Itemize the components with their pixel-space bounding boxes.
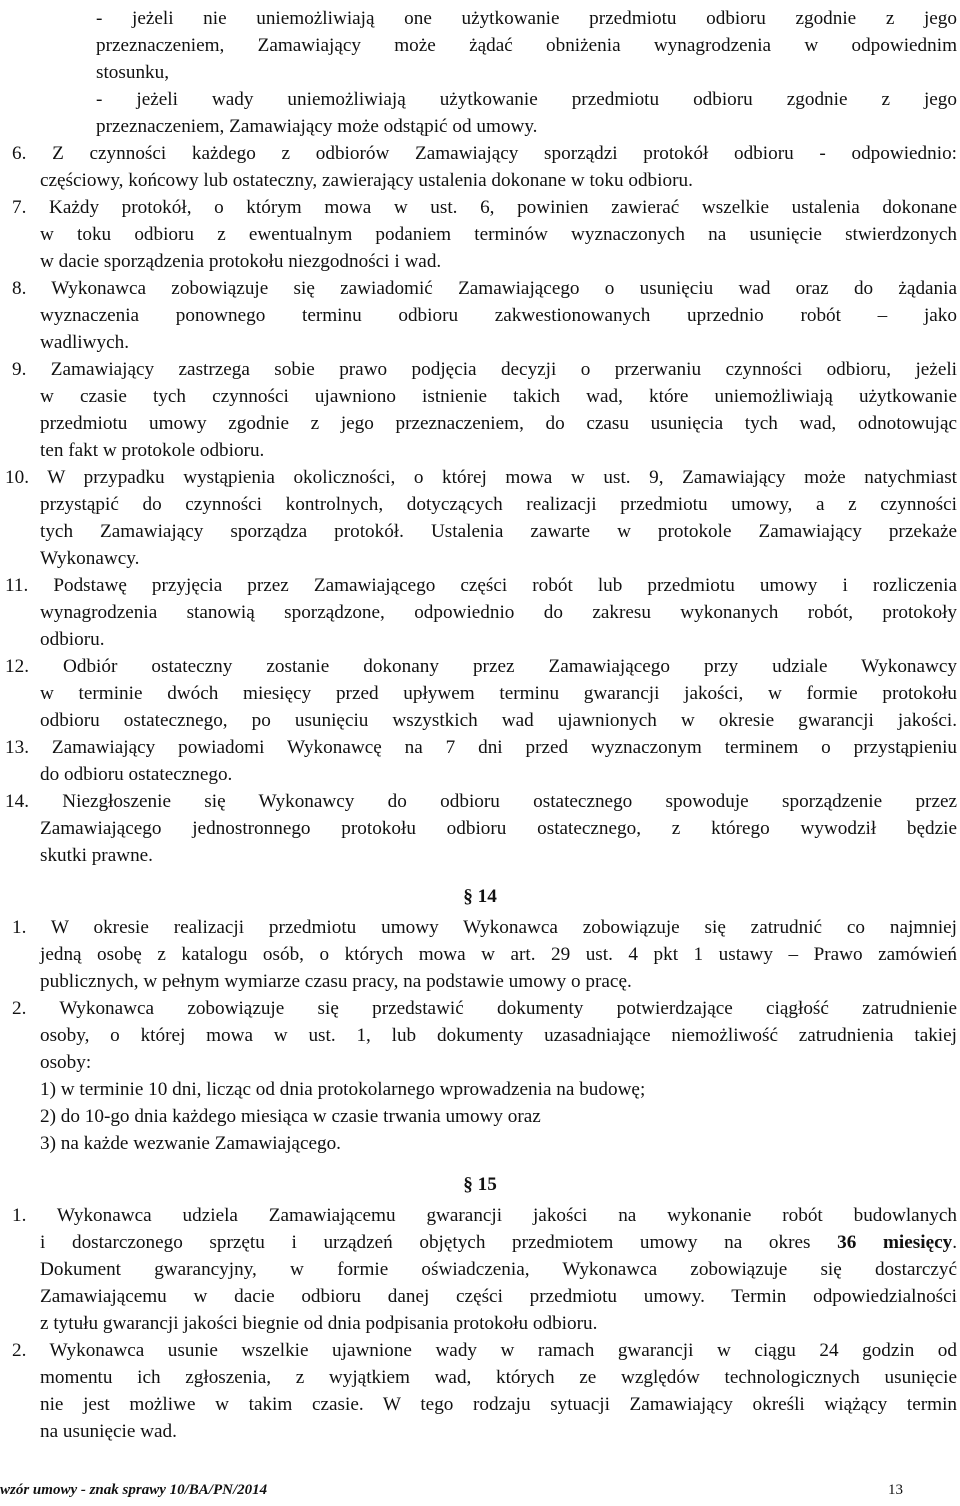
- text-line: [96, 6, 957, 32]
- text-line-content: osoby, o której mowa w ust. 1, lub dokumenty uzasadniające niemożliwość zatrudnienia takiej: [40, 1025, 957, 1046]
- text-line-content: - jeżeli nie uniemożliwiają one użytkowanie przedmiotu odbioru zgodnie z jego: [96, 8, 957, 29]
- text-line: [40, 1131, 957, 1157]
- text-line-content: Zamawiającego jednostronnego protokołu odbioru ostatecznego, z którego wywodził będzie: [40, 818, 957, 839]
- text-line: [40, 1023, 957, 1049]
- text-line: [12, 357, 957, 383]
- section-heading: § 15: [463, 1174, 497, 1195]
- text-line-content: momentu ich zgłoszenia, z wyjątkiem wad, których ze względów technologicznych usunięcie: [40, 1367, 957, 1388]
- text-line: [5, 654, 957, 680]
- text-line: [40, 303, 957, 329]
- text-line: [40, 249, 957, 275]
- text-line: [12, 276, 957, 302]
- text-line: [40, 438, 957, 464]
- text-line-content: wynagrodzenia stanowią sporządzone, odpowiednio do zakresu wykonanych robót, protokoły: [40, 602, 957, 623]
- footer-page-number: 13: [888, 1482, 903, 1498]
- text-line-content: wyznaczenia ponownego terminu odbioru zakwestionowanych uprzednio robót – jako: [40, 305, 957, 326]
- text-line-content: 14. Niezgłoszenie się Wykonawcy do odbioru ostatecznego spowoduje sporządzenie przez: [5, 791, 957, 812]
- text-line-content: 8. Wykonawca zobowiązuje się zawiadomić Zamawiającego o usunięciu wad oraz do żądania: [12, 278, 957, 299]
- text-line: [40, 843, 957, 869]
- text-line-content: jedną osobę z katalogu osób, o których mowa w art. 29 ust. 4 pkt 1 ustawy – Prawo zamówień: [40, 944, 957, 965]
- text-line: [40, 627, 957, 653]
- text-line-content: 1) w terminie 10 dni, licząc od dnia protokolarnego wprowadzenia na budowę;: [40, 1079, 646, 1100]
- text-line: [40, 1104, 957, 1130]
- text-line: [12, 1338, 957, 1364]
- text-line-content: w terminie dwóch miesięcy przed upływem terminu gwarancji jakości, w formie protokołu: [40, 683, 957, 704]
- text-line: [40, 519, 957, 545]
- footer-document-reference: wzór umowy - znak sprawy 10/BA/PN/2014: [0, 1482, 268, 1498]
- text-line: [5, 789, 957, 815]
- text-line-content: Zamawiającemu w dacie odbioru danej części przedmiotu umowy. Termin odpowiedzialności: [40, 1286, 957, 1307]
- text-line: [12, 141, 957, 167]
- text-line-content: w toku odbioru z ewentualnym podaniem terminów wyznaczonych na usunięcie stwierdzonych: [40, 224, 957, 245]
- text-line: [96, 114, 957, 140]
- text-line-content: na usunięcie wad.: [40, 1421, 177, 1442]
- text-line-content: częściowy, końcowy lub ostateczny, zawierający ustalenia dokonane w toku odbioru.: [40, 170, 693, 191]
- text-line: [40, 492, 957, 518]
- text-line-content: wadliwych.: [40, 332, 129, 353]
- text-line-content: 12. Odbiór ostateczny zostanie dokonany przez Zamawiającego przy udziale Wykonawcy: [5, 656, 957, 677]
- text-line-content: 7. Każdy protokół, o którym mowa w ust. 6, powinien zawierać wszelkie ustalenia dokonane: [12, 197, 957, 218]
- text-line: [12, 996, 957, 1022]
- text-line: [5, 735, 957, 761]
- text-line-content: przeznaczeniem, Zamawiający może żądać obniżenia wynagrodzenia w odpowiednim: [96, 35, 957, 56]
- text-line: [40, 222, 957, 248]
- text-line-content: Dokument gwarancyjny, w formie oświadczenia, Wykonawca zobowiązuje się dostarczyć: [40, 1259, 957, 1280]
- text-line-content: przystąpić do czynności kontrolnych, dotyczących realizacji przedmiotu umowy, a z czynności: [40, 494, 957, 515]
- text-line: [12, 1203, 957, 1229]
- text-line-content: odbioru ostatecznego, po usunięciu wszystkich wad ujawnionych w okresie gwarancji jakości.: [40, 710, 957, 731]
- text-line-content: 6. Z czynności każdego z odbiorów Zamawiający sporządzi protokół odbioru - odpowiednio:: [12, 143, 957, 164]
- text-line-content: 13. Zamawiający powiadomi Wykonawcę na 7 dni przed wyznaczonym terminem o przystąpieniu: [5, 737, 957, 758]
- text-line-content: i dostarczonego sprzętu i urządzeń objętych przedmiotem umowy na okres: [40, 1232, 838, 1253]
- text-line-content: 10. W przypadku wystąpienia okoliczności, o której mowa w ust. 9, Zamawiający może natychmiast: [5, 467, 957, 488]
- text-line: [96, 87, 957, 113]
- text-line-content: 9. Zamawiający zastrzega sobie prawo podjęcia decyzji o przerwaniu czynności odbioru, jeżeli: [12, 359, 957, 380]
- text-line-content: 2. Wykonawca zobowiązuje się przedstawić dokumenty potwierdzające ciągłość zatrudnienie: [12, 998, 957, 1019]
- text-line: [40, 600, 957, 626]
- text-line: [40, 1311, 957, 1337]
- text-line: [5, 573, 957, 599]
- text-line: [40, 330, 957, 356]
- text-line: [40, 969, 957, 995]
- text-line: [96, 33, 957, 59]
- text-line-content: 2. Wykonawca usunie wszelkie ujawnione wady w ramach gwarancji w ciągu 24 godzin od: [12, 1340, 957, 1361]
- text-line-content: Wykonawcy.: [40, 548, 140, 569]
- text-line: [40, 1050, 957, 1076]
- text-line: [40, 1230, 957, 1256]
- text-line: [40, 411, 957, 437]
- text-line: [40, 708, 957, 734]
- emphasized-term: 36 miesięcy: [837, 1232, 953, 1253]
- text-line: [40, 942, 957, 968]
- text-line-content: w czasie tych czynności ujawniono istnienie takich wad, które uniemożliwiają użytkowanie: [40, 386, 957, 407]
- text-line: [40, 168, 957, 194]
- section-heading: § 14: [463, 886, 497, 907]
- text-line-content: nie jest możliwe w takim czasie. W tego rodzaju sytuacji Zamawiający określi wiążący termin: [40, 1394, 957, 1415]
- text-line-content: przeznaczeniem, Zamawiający może odstąpić od umowy.: [96, 116, 538, 137]
- text-line-content: 3) na każde wezwanie Zamawiającego.: [40, 1133, 341, 1154]
- text-line-content: do odbioru ostatecznego.: [40, 764, 233, 785]
- text-line: [40, 762, 957, 788]
- text-line-content: publicznych, w pełnym wymiarze czasu pracy, na podstawie umowy o pracę.: [40, 971, 632, 992]
- text-line: [40, 1392, 957, 1418]
- text-line: [5, 465, 957, 491]
- text-line: [40, 816, 957, 842]
- text-line: [40, 546, 957, 572]
- text-line-content: stosunku,: [96, 62, 170, 83]
- text-line-content: 11. Podstawę przyjęcia przez Zamawiającego części robót lub przedmiotu umowy i rozliczenia: [5, 575, 957, 596]
- text-line-content: 1. W okresie realizacji przedmiotu umowy Wykonawca zobowiązuje się zatrudnić co najmniej: [12, 917, 957, 938]
- text-line-content: przedmiotu umowy zgodnie z jego przeznaczeniem, do czasu usunięcia tych wad, odnotowując: [40, 413, 957, 434]
- text-line: [40, 1365, 957, 1391]
- text-line-content: tych Zamawiający sporządza protokół. Ustalenia zawarte w protokole Zamawiający przekaże: [40, 521, 957, 542]
- text-line-content: 2) do 10-go dnia każdego miesiąca w czasie trwania umowy oraz: [40, 1106, 541, 1127]
- text-line-content: 1. Wykonawca udziela Zamawiającemu gwarancji jakości na wykonanie robót budowlanych: [12, 1205, 957, 1226]
- text-line: [40, 1284, 957, 1310]
- text-line: [96, 60, 957, 86]
- text-line-content: skutki prawne.: [40, 845, 153, 866]
- text-line-content: - jeżeli wady uniemożliwiają użytkowanie przedmiotu odbioru zgodnie z jego: [96, 89, 957, 110]
- text-line-tail: .: [952, 1232, 957, 1253]
- text-line-content: w dacie sporządzenia protokołu niezgodności i wad.: [40, 251, 442, 272]
- text-line-content: osoby:: [40, 1052, 92, 1073]
- text-line: [12, 195, 957, 221]
- text-line-content: ten fakt w protokole odbioru.: [40, 440, 265, 461]
- text-line: [40, 681, 957, 707]
- text-line: [40, 1419, 957, 1445]
- text-line: [40, 1077, 957, 1103]
- text-line: [40, 384, 957, 410]
- text-line-content: z tytułu gwarancji jakości biegnie od dnia podpisania protokołu odbioru.: [40, 1313, 598, 1334]
- text-line-content: odbioru.: [40, 629, 105, 650]
- text-line: [40, 1257, 957, 1283]
- text-line: [12, 915, 957, 941]
